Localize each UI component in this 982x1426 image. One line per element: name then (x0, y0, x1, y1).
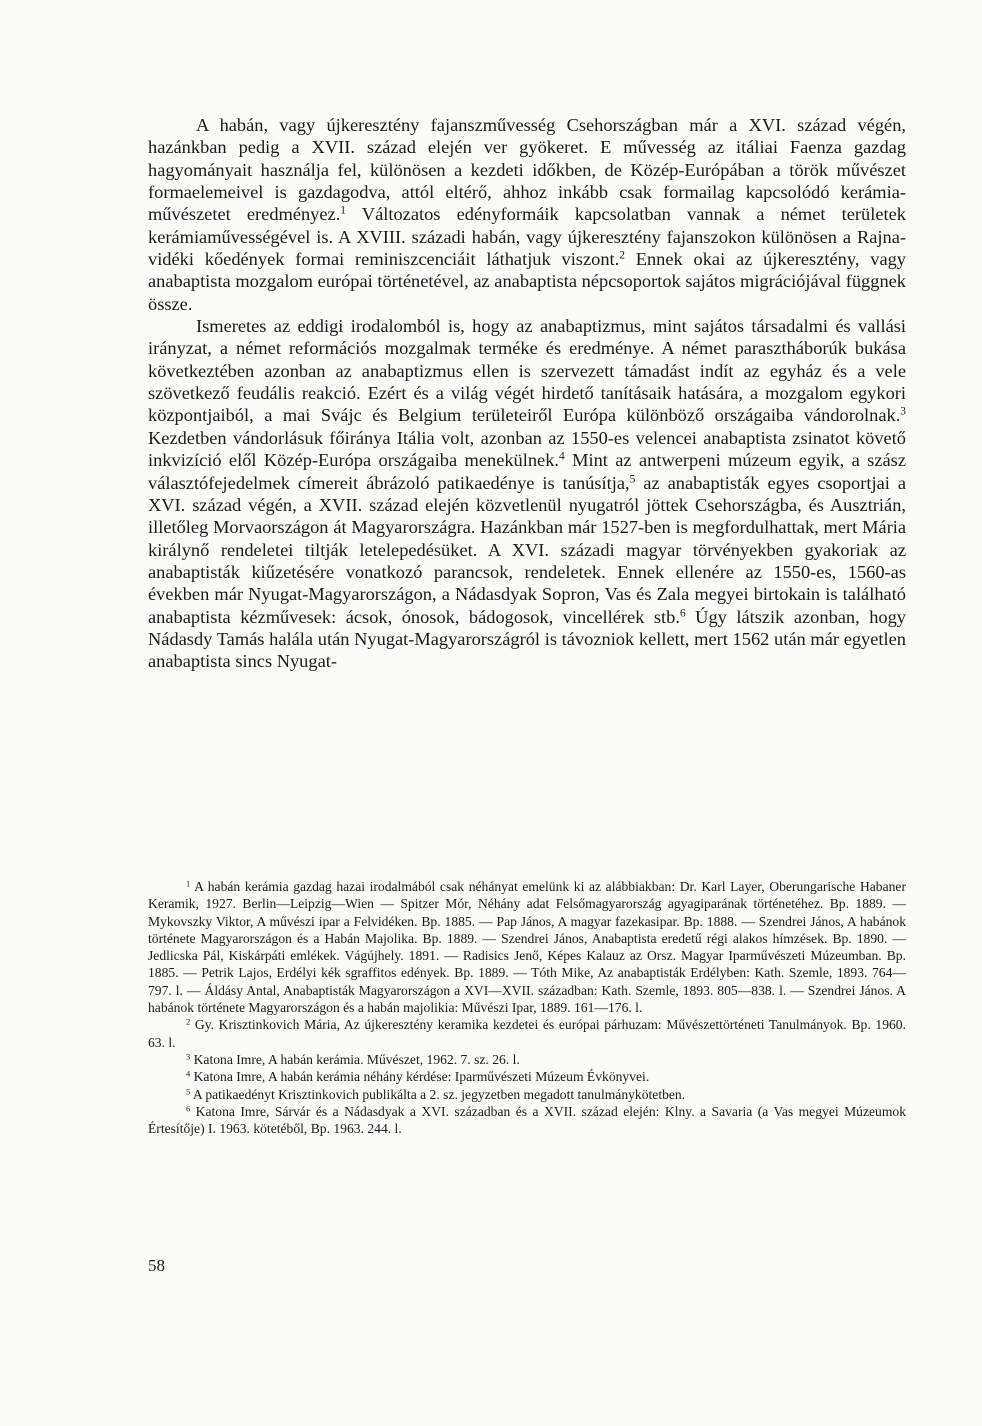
paragraph-text: Ismeretes az eddigi irodalomból is, hogy az anabaptizmus, mint sajátos társadalmi és vallási irányzat, a német reformációs mozgalmak terméke és eredménye. A német parasztháborúk bukása következtében azonban az anabaptizmus ellen is szervezett támadást indít az egyház és a vele szövetkező feudális reakció. Ezért és a világ végét hirdető tanításaik hatására, a mozgalom egykori központjaiból, a mai Svájc és Belgium területeiről Európa különböző országaiba vándorolnak. (148, 316, 906, 426)
footnote (148, 1086, 906, 1103)
paragraph (148, 315, 906, 673)
footnote-number: 3 (186, 1051, 191, 1062)
footnote-number: 2 (186, 1016, 191, 1027)
footnote (148, 1051, 906, 1068)
page-number: 58 (148, 1256, 165, 1275)
footnote (148, 1103, 906, 1138)
paragraph (148, 114, 906, 315)
footnote-text: Gy. Krisztinkovich Mária, Az újkeresztény keramika kezdetei és európai párhuzam: Művészettörténeti Tanulmányok. Bp. 1960. 63. l. (148, 1017, 906, 1050)
footnote (148, 878, 906, 1016)
paragraph-text: Mint az antwerpeni múzeum egyik, a szász választófejedelmek címereit ábrázoló patikaedénye is tanúsítja, (148, 450, 906, 493)
footnote-number: 1 (186, 878, 191, 889)
footnote-text: A patikaedényt Krisztinkovich publikálta a 2. sz. jegyzetben megadott tanulmánykötetben. (190, 1086, 686, 1102)
footnote-ref: 5 (629, 473, 636, 486)
footnote-text: Katona Imre, A habán kerámia. Művészet, 1962. 7. sz. 26. l. (190, 1051, 520, 1067)
footnote-number: 4 (186, 1068, 191, 1079)
paragraph-text: az anabaptisták egyes csoportjai a XVI. század végén, a XVII. század elején közvetlenül nyugatról jöttek Csehországba, és Ausztrián, illetőleg Morvaországon át Magyarországra. Hazánkban már 1527-ben is megfordulhattak, mert Mária királynő rendeletei tiltják letelepedésüket. A XVI. századi magyar törvényekben gyakoriak az anabaptisták kiűzetésére vonatkozó parancsok, rendeletek. Ennek ellenére az 1550-es, 1560-as években már Nyugat-Magyarországon, a Nádasdyak Sopron, Vas és Zala megyei birtokain is található anabaptista kézművesek: ácsok, ónosok, bádogosok, vincellérek stb. (148, 472, 906, 627)
paragraph-text: Kezdetben vándorlásuk főiránya Itália volt, azonban az 1550-es velencei anabaptista zsinatot követő inkvizíció elől Közép-Európa országaiba menekülnek. (148, 427, 906, 471)
paragraph-text: Úgy látszik azonban, hogy Nádasdy Tamás halála után Nyugat-Magyarországról is távozniok kellett, mert 1562 után már egyetlen anabaptista sincs Nyugat- (148, 606, 907, 672)
footnotes (148, 878, 906, 1137)
footnote (148, 1016, 906, 1051)
footnote-ref: 2 (619, 249, 625, 262)
footnote-text: Katona Imre, Sárvár és a Nádasdyak a XVI. században és a XVII. század elején: Klny. a Savaria (a Vas megyei Múzeumok Értesítője) I. 1963. kötetéből, Bp. 1963. 244. l. (148, 1103, 906, 1137)
footnote (148, 1068, 906, 1085)
footnote-text: Katona Imre, A habán kerámia néhány kérdése: Iparművészeti Múzeum Évkönyvei. (190, 1069, 650, 1085)
footnote-ref: 3 (900, 406, 906, 419)
footnote-number: 6 (186, 1103, 191, 1114)
footnote-number: 5 (186, 1085, 191, 1096)
footnote-ref: 6 (679, 607, 686, 620)
footnote-ref: 4 (559, 450, 565, 463)
main-body-text (148, 114, 906, 673)
paragraph-text: Változatos edényformáik kapcsolatban vannak a német területek kerámiaművességével is. A XVIII. századi habán, vagy újkeresztény fajanszokon különösen a Rajna-vidéki kőedények formai reminiszcenciáit láthatjuk viszont. (148, 204, 906, 270)
paragraph-text: Ennek okai az újkeresztény, vagy anabaptista mozgalom európai történetével, az anabaptista népcsoportok sajátos migrációjával függnek össze. (148, 249, 906, 314)
paragraph-text: A habán, vagy újkeresztény fajanszművesség Csehországban már a XVI. század végén, hazánkban pedig a XVII. század elején ver gyökeret. E művesség az itáliai Faenza gazdag hagyományait használja fel, különösen a kezdeti időkben, de Közép-Európában a török művészet formaelemeivel is gazdagodva, attól eltérő, ahhoz inkább csak formailag kapcsolódó kerámia-művészetet eredményez. (148, 115, 906, 225)
footnote-text: A habán kerámia gazdag hazai irodalmából csak néhányat emelünk ki az alábbiakban: Dr. Karl Layer, Oberungarische Habaner Keramik, 1927. Berlin—Leipzig—Wien — Spitzer Mór, Néhány adat Felsőmagyarország agyagiparának történetéhez. Bp. 1889. — Mykovszky Viktor, A művészi ipar a Felvidéken. Bp. 1885. — Pap János, A magyar fazekasipar. Bp. 1888. — Szendrei János, A habánok története Magyarországon és a Habán Majolika. Bp. 1889. — Szendrei János, Anabaptista eredetű régi alakos hímzések. Bp. 1890. — Jedlicska Pál, Kiskárpáti emlékek. Vágújhely. 1891. — Radisics Jenő, Képes Kalauz az Orsz. Magyar Iparművészeti Múzeumban. Bp. 1885. — Petrik Lajos, Erdélyi kék sgraffitos edények. Bp. 1889. — Tóth Mike, Az anabaptisták Erdélyben: Kath. Szemle, 1893. 764—797. l. — Áldásy Antal, Anabaptisták Magyarországon a XVI—XVII. században: Kath. Szemle, 1893. 805—838. l. — Szendrei János. A habánok története Magyarországon és a habán majolikia: Művészi Ipar, 1889. 161—176. l. (148, 879, 906, 1016)
footnote-ref: 1 (340, 205, 346, 218)
